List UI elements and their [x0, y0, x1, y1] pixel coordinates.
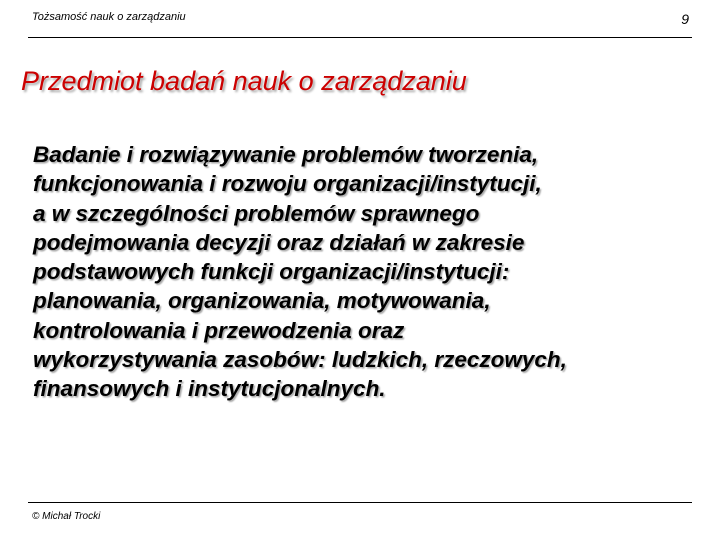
page-number: 9	[681, 11, 689, 27]
body-line: wykorzystywania zasobów: ludzkich, rzeczowych,	[33, 347, 567, 373]
body-line: Badanie i rozwiązywanie problemów tworzenia,	[33, 142, 539, 167]
body-line: podejmowania decyzji oraz działań w zakresie	[33, 229, 525, 255]
footer-divider	[28, 502, 692, 503]
slide-title: Przedmiot badań nauk o zarządzaniu	[21, 66, 467, 96]
slide-body	[33, 140, 703, 404]
body-line: funkcjonowania i rozwoju organizacji/instytucji,	[33, 171, 542, 197]
header-divider	[28, 37, 692, 38]
body-line: finansowych i instytucjonalnych.	[33, 376, 386, 402]
header-section-title: Tożsamość nauk o zarządzaniu	[32, 11, 186, 23]
body-line: a w szczególności problemów sprawnego	[33, 200, 480, 226]
body-line: podstawowych funkcji organizacji/instytucji:	[33, 259, 510, 285]
body-line: planowania, organizowania, motywowania,	[33, 288, 491, 314]
body-line: kontrolowania i przewodzenia oraz	[33, 317, 405, 343]
footer-copyright: © Michał Trocki	[32, 511, 101, 522]
